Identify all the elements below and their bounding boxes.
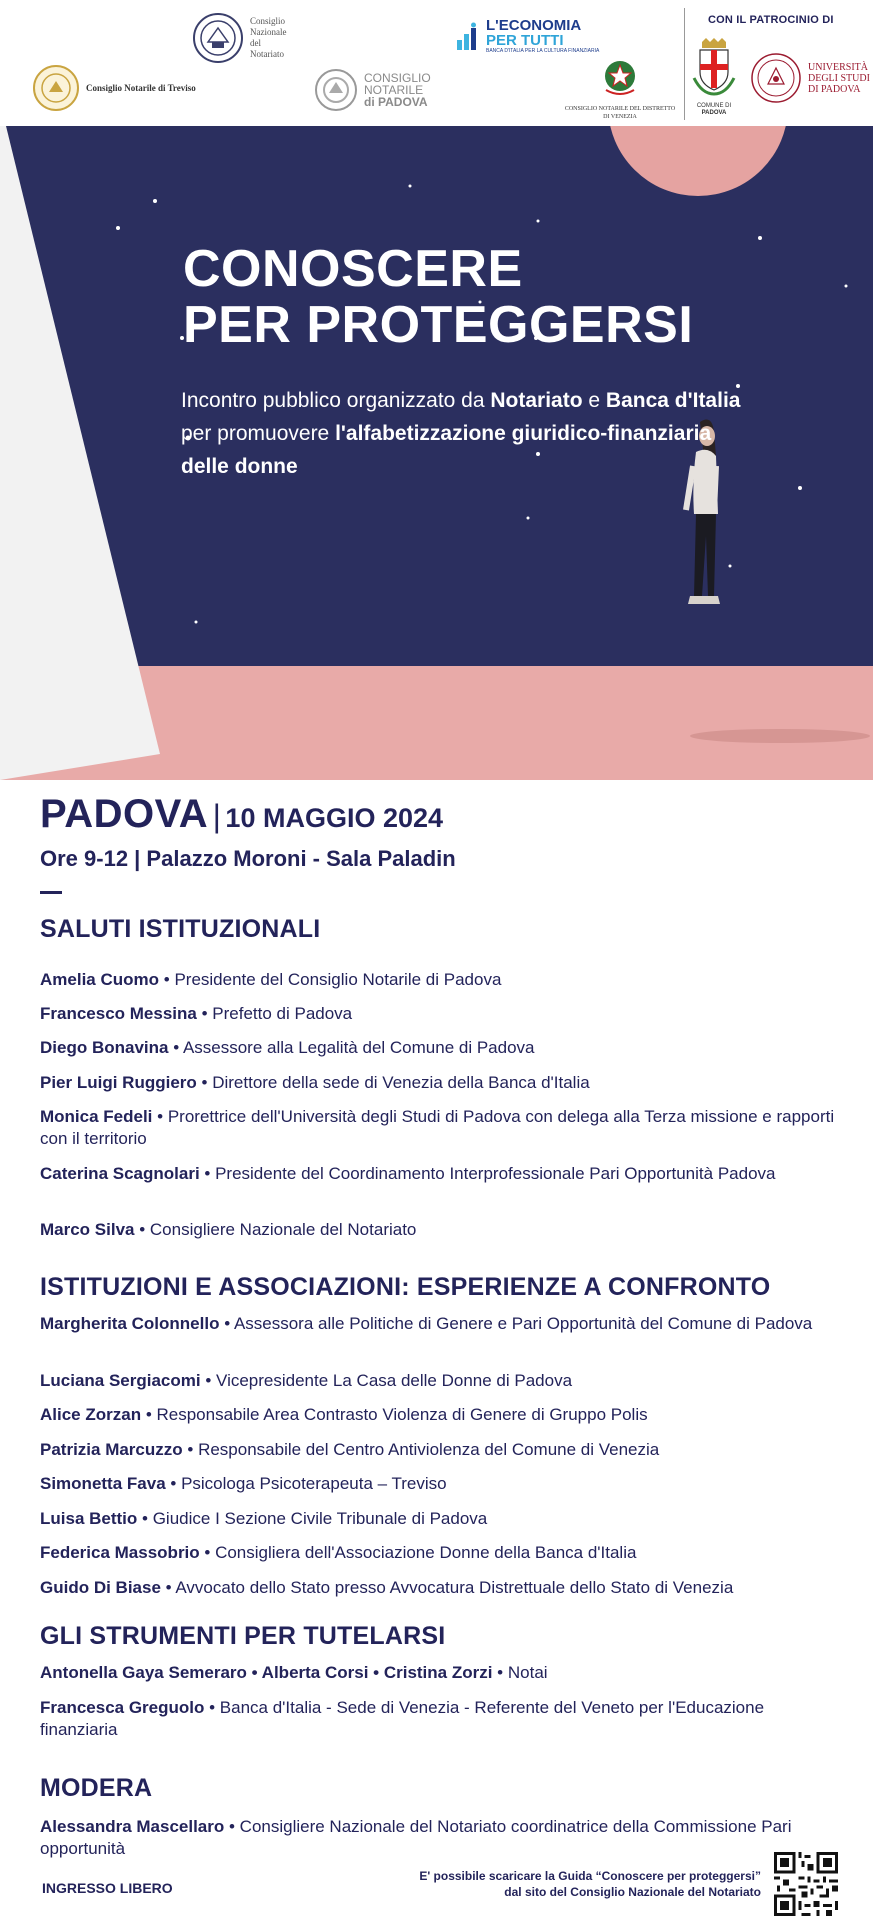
treviso-text: Consiglio Notarile di Treviso <box>86 82 196 93</box>
consiglio-nazionale-text: Consiglio Nazionale del Notariato <box>250 16 287 59</box>
event-separator: | <box>212 798 221 834</box>
consiglio-treviso-logo <box>32 64 196 112</box>
comune-crest-icon <box>692 38 736 98</box>
speaker-item: Francesco Messina • Prefetto di Padova <box>40 1004 353 1023</box>
speaker-item: Caterina Scagnolari • Presidente del Coordinamento Interprofessionale Pari Opportunità Padova <box>40 1164 776 1183</box>
speaker-item: Diego Bonavina • Assessore alla Legalità del Comune di Padova <box>40 1038 535 1057</box>
hero-title-line-1: CONOSCERE <box>183 240 523 298</box>
speaker-item: Marco Silva • Consigliere Nazionale del Notariato <box>40 1220 417 1239</box>
speaker-item: Margherita Colonnello • Assessora alle Politiche di Genere e Pari Opportunità del Comune di Padova <box>40 1314 813 1333</box>
speaker-item: Alessandra Mascellaro • Consigliere Nazionale del Notariato coordinatrice della Commissione Pari opportunità <box>40 1817 792 1858</box>
hero-title <box>183 241 693 353</box>
consiglio-nazionale-seal-icon <box>192 12 244 64</box>
universita-text: UNIVERSITÀ DEGLI STUDI DI PADOVA <box>808 61 870 95</box>
qr-code-icon[interactable] <box>774 1852 838 1916</box>
hero-title-line-2: PER PROTEGGERSI <box>183 296 694 354</box>
hero-subtitle: Incontro pubblico organizzato da Notariato e Banca d'Italia per promuovere l'alfabetizzazione giuridico-finanziaria delle donne <box>181 389 741 478</box>
section-title-istituzioni: ISTITUZIONI E ASSOCIAZIONI: ESPERIENZE A CONFRONTO <box>40 1273 771 1301</box>
guide-download-note: E' possibile scaricare la Guida “Conoscere per proteggersi” dal sito del Consiglio Nazionale del Notariato <box>419 1869 761 1899</box>
section-title-saluti: SALUTI ISTITUZIONALI <box>40 915 321 943</box>
floor-shadow <box>690 729 870 743</box>
event-city-date <box>40 792 443 837</box>
hero-banner <box>0 126 877 780</box>
universita-seal-icon <box>750 52 802 104</box>
comune-padova-logo: COMUNE DI PADOVA <box>688 38 740 117</box>
logo-separator <box>684 8 685 120</box>
italian-emblem-icon <box>600 56 640 100</box>
patrocinio-label: CON IL PATROCINIO DI <box>708 14 834 26</box>
speaker-item: Antonella Gaya Semeraro • Alberta Corsi • Cristina Zorzi • Notai <box>40 1663 548 1682</box>
economia-per-tutti-logo <box>456 18 599 55</box>
universita-padova-logo <box>750 52 870 104</box>
speaker-item: Patrizia Marcuzzo • Responsabile del Centro Antiviolenza del Comune di Venezia <box>40 1440 660 1459</box>
ingresso-libero: INGRESSO LIBERO <box>42 1880 173 1896</box>
bar-chart-icon <box>456 22 482 52</box>
speaker-item: Luisa Bettio • Giudice I Sezione Civile Tribunale di Padova <box>40 1509 488 1528</box>
padova-notarile-seal-icon <box>314 68 358 112</box>
speaker-item: Federica Massobrio • Consigliera dell'Associazione Donne della Banca d'Italia <box>40 1543 637 1562</box>
consiglio-nazionale-logo <box>192 12 286 64</box>
section-title-strumenti: GLI STRUMENTI PER TUTELARSI <box>40 1622 446 1650</box>
treviso-seal-icon <box>32 64 80 112</box>
speaker-item: Pier Luigi Ruggiero • Direttore della sede di Venezia della Banca d'Italia <box>40 1073 590 1092</box>
consiglio-padova-logo <box>314 68 431 112</box>
section-title-modera: MODERA <box>40 1774 153 1802</box>
speaker-item: Guido Di Biase • Avvocato dello Stato presso Avvocatura Distrettuale dello Stato di Venezia <box>40 1578 734 1597</box>
economia-text: L'ECONOMIA PER TUTTI BANCA D'ITALIA PER LA CULTURA FINANZIARIA <box>486 17 600 54</box>
speaker-item: Francesca Greguolo • Banca d'Italia - Sede di Venezia - Referente del Veneto per l'Educazione finanziaria <box>40 1698 765 1739</box>
speaker-item: Amelia Cuomo • Presidente del Consiglio Notarile di Padova <box>40 970 502 989</box>
event-date: 10 MAGGIO 2024 <box>225 803 444 833</box>
speaker-item: Simonetta Fava • Psicologa Psicoterapeuta – Treviso <box>40 1474 447 1493</box>
divider-dash <box>40 891 62 894</box>
consiglio-venezia-logo: CONSIGLIO NOTARILE DEL DISTRETTO DI VENEZIA <box>564 56 676 121</box>
speaker-item: Alice Zorzan • Responsabile Area Contrasto Violenza di Genere di Gruppo Polis <box>40 1405 648 1424</box>
event-time-venue: Ore 9-12 | Palazzo Moroni - Sala Paladin <box>40 846 456 871</box>
padova-notarile-text: CONSIGLIO NOTARILE di PADOVA <box>364 71 431 109</box>
sponsor-logo-bar <box>0 0 877 126</box>
event-city: PADOVA <box>40 792 209 836</box>
speaker-item: Luciana Sergiacomi • Vicepresidente La Casa delle Donne di Padova <box>40 1371 573 1390</box>
speaker-item: Monica Fedeli • Prorettrice dell'Università degli Studi di Padova con delega alla Terza missione e rapporti con il territorio <box>40 1107 835 1148</box>
